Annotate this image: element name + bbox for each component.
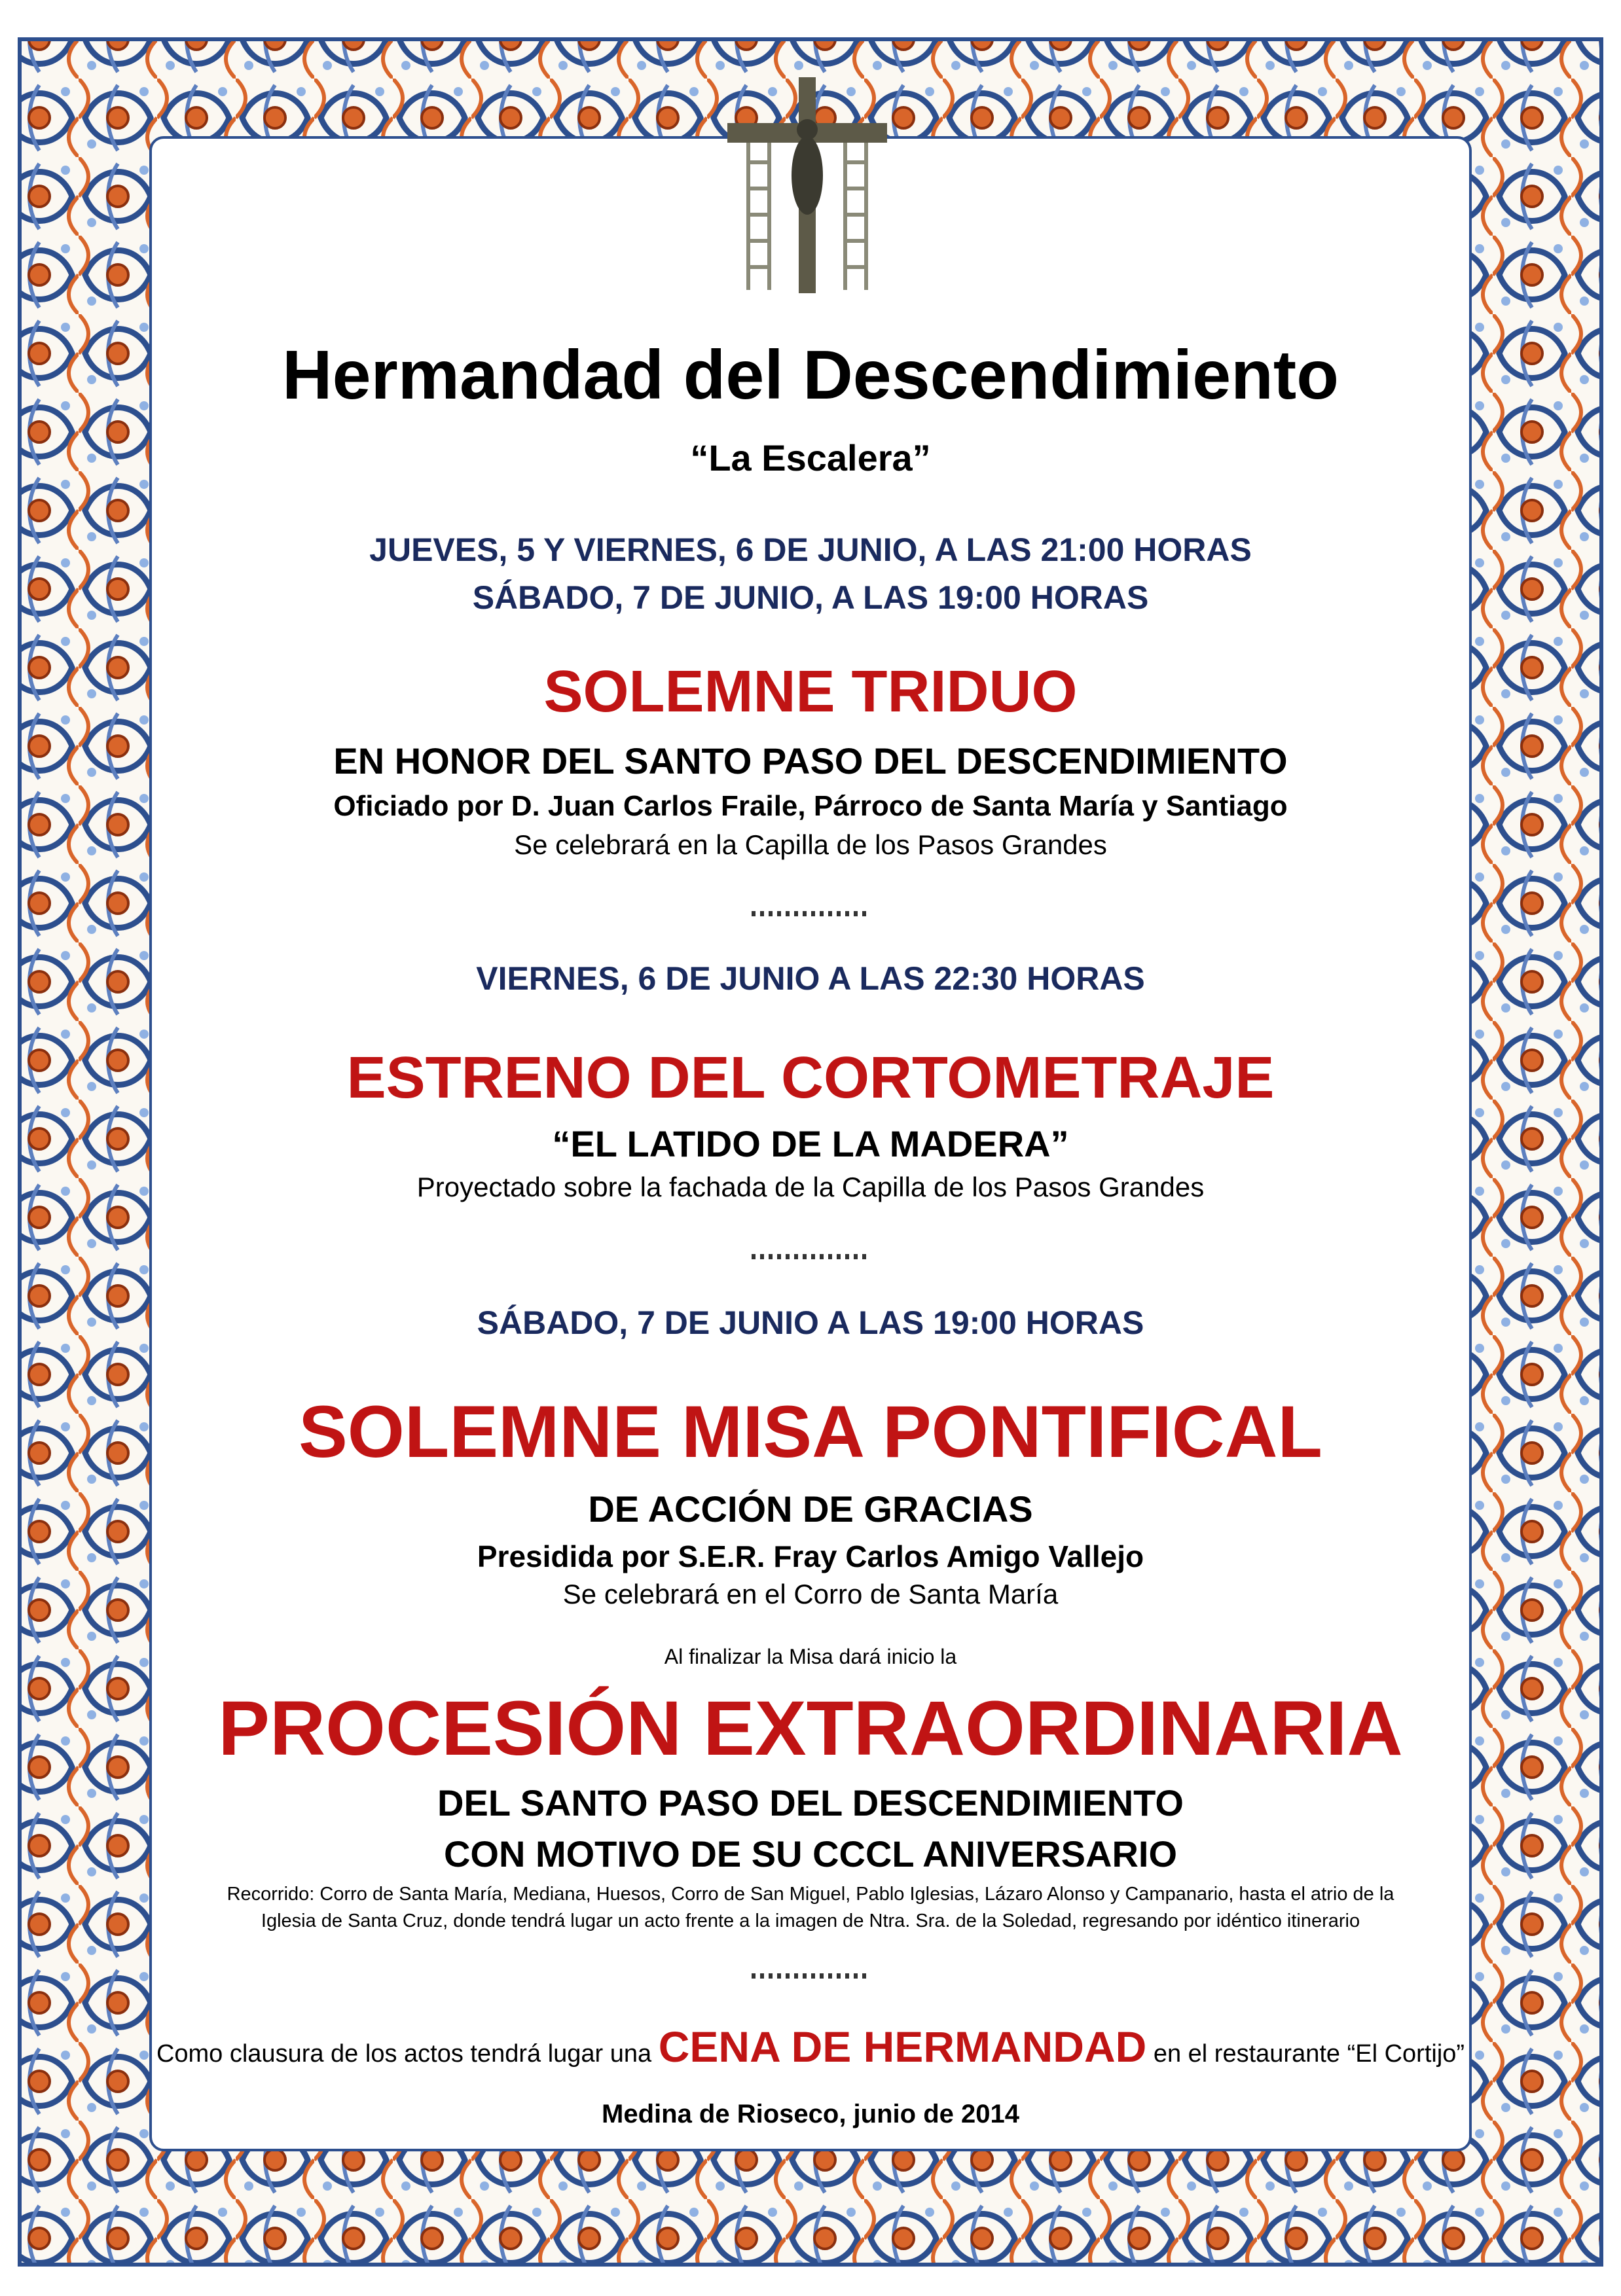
procesion-subheading-2: CON MOTIVO DE SU CCCL ANIVERSARIO — [443, 1833, 1178, 1874]
page-subtitle: “La Escalera” — [690, 437, 931, 478]
cortometraje-date-line: VIERNES, 6 DE JUNIO A LAS 22:30 HORAS — [476, 960, 1145, 997]
cortometraje-heading: ESTRENO DEL CORTOMETRAJE — [346, 1045, 1275, 1111]
misa-subheading: DE ACCIÓN DE GRACIAS — [588, 1488, 1033, 1530]
cena-highlight: CENA DE HERMANDAD — [658, 2022, 1147, 2071]
cena-line — [151, 2022, 1470, 2071]
triduo-date-line-1: JUEVES, 5 Y VIERNES, 6 DE JUNIO, A LAS 21:00 HORAS — [369, 531, 1252, 568]
misa-date-line: SÁBADO, 7 DE JUNIO A LAS 19:00 HORAS — [477, 1304, 1144, 1341]
misa-location: Se celebrará en el Corro de Santa María — [562, 1579, 1059, 1609]
poster-content — [151, 0, 1470, 2296]
triduo-officiant: Oficiado por D. Juan Carlos Fraile, Párroco de Santa María y Santiago — [333, 790, 1288, 822]
cena-suffix: en el restaurante “El Cortijo” — [1153, 2040, 1465, 2068]
separator — [752, 1254, 869, 1259]
cena-prefix: Como clausura de los actos tendrá lugar una — [156, 2040, 652, 2068]
triduo-heading: SOLEMNE TRIDUO — [543, 659, 1078, 725]
misa-presider: Presidida por S.E.R. Fray Carlos Amigo Vallejo — [477, 1539, 1144, 1573]
cortometraje-location: Proyectado sobre la fachada de la Capilla de los Pasos Grandes — [416, 1172, 1205, 1202]
misa-heading: SOLEMNE MISA PONTIFICAL — [299, 1391, 1322, 1473]
separator — [752, 1973, 869, 1979]
page-title: Hermandad del Descendimiento — [282, 336, 1339, 414]
misa-transition: Al finalizar la Misa dará inicio la — [664, 1645, 957, 1668]
procesion-route-line-2: Iglesia de Santa Cruz, donde tendrá lugar un acto frente a la imagen de Ntra. Sra. de la Soledad, regresando por idéntico itinerario — [261, 1910, 1360, 1931]
procesion-subheading-1: DEL SANTO PASO DEL DESCENDIMIENTO — [437, 1782, 1184, 1823]
procesion-route-line-1: Recorrido: Corro de Santa María, Mediana, Huesos, Corro de San Miguel, Pablo Iglesias, Lázaro Alonso y Campanario, hasta el atrio de la — [227, 1884, 1394, 1905]
triduo-date-line-2: SÁBADO, 7 DE JUNIO, A LAS 19:00 HORAS — [472, 579, 1149, 616]
footer-place-date: Medina de Rioseco, junio de 2014 — [602, 2100, 1019, 2128]
separator — [752, 911, 869, 916]
cortometraje-title: “EL LATIDO DE LA MADERA” — [552, 1123, 1069, 1164]
triduo-subheading: EN HONOR DEL SANTO PASO DEL DESCENDIMIENTO — [333, 740, 1288, 781]
triduo-location: Se celebrará en la Capilla de los Pasos Grandes — [514, 829, 1107, 860]
procesion-heading: PROCESIÓN EXTRAORDINARIA — [218, 1685, 1403, 1772]
